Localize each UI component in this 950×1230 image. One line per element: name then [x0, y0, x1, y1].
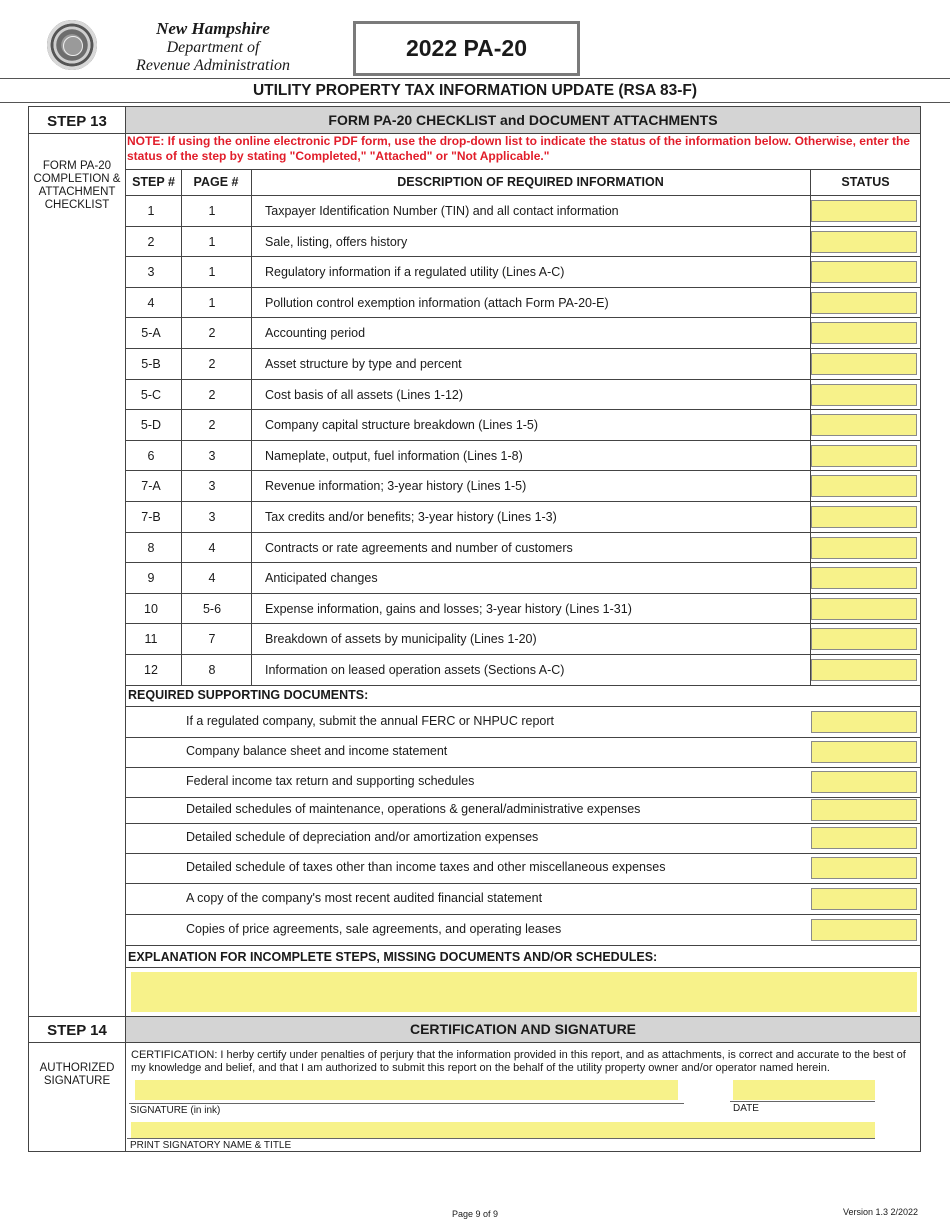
- row-step-number: 5-D: [140, 418, 162, 432]
- status-dropdown[interactable]: [811, 353, 917, 375]
- step13-label: STEP 13: [47, 113, 107, 130]
- form-title-box: [353, 21, 580, 76]
- row-description: Accounting period: [265, 326, 366, 340]
- print-name-label: PRINT SIGNATORY NAME & TITLE: [130, 1140, 292, 1151]
- certification-text: CERTIFICATION: I herby certify under penalties of perjury that the information provided in this report, and as attachments, is correct and accurate to the best of my knowledge and belief, and that I am authorized to submit this report on the behalf of the utility property owner and/or operator named herein.: [131, 1049, 906, 1074]
- row-page-number: 2: [208, 418, 216, 432]
- step14-header-divider: [29, 1042, 921, 1043]
- row-divider: [126, 654, 921, 655]
- state-seal-logo: [47, 20, 97, 70]
- row-page-number: 2: [208, 326, 216, 340]
- col-status: STATUS: [841, 175, 890, 189]
- status-dropdown[interactable]: [811, 659, 917, 681]
- row-step-number: 4: [147, 296, 155, 310]
- date-line: [730, 1101, 875, 1102]
- date-label: DATE: [733, 1103, 759, 1114]
- step13-side-note: FORM PA-20 COMPLETION & ATTACHMENT CHECKLIST: [33, 160, 121, 211]
- row-description: Company capital structure breakdown (Lines 1-5): [265, 418, 539, 432]
- row-divider: [126, 562, 921, 563]
- row-divider: [126, 348, 921, 349]
- row-divider: [126, 470, 921, 471]
- table-top-rule: [126, 169, 921, 170]
- row-description: Revenue information; 3-year history (Lines 1-5): [265, 479, 527, 493]
- status-dropdown[interactable]: [811, 567, 917, 589]
- signature-input[interactable]: [135, 1080, 678, 1100]
- row-divider: [126, 593, 921, 594]
- row-page-number: 8: [208, 663, 216, 677]
- explanation-top-rule: [126, 945, 921, 946]
- supporting-docs-label: REQUIRED SUPPORTING DOCUMENTS:: [128, 688, 369, 702]
- doc-row-divider: [126, 914, 921, 915]
- row-step-number: 11: [144, 632, 158, 646]
- row-page-number: 1: [208, 265, 216, 279]
- row-description: Information on leased operation assets (Sections A-C): [265, 663, 565, 677]
- print-name-line: [127, 1138, 875, 1139]
- table-header-rule: [126, 195, 921, 196]
- agency-name: [118, 20, 308, 76]
- supporting-doc-text: Detailed schedule of taxes other than income taxes and other miscellaneous expenses: [186, 860, 666, 874]
- signature-line: [129, 1103, 684, 1104]
- row-step-number: 3: [147, 265, 155, 279]
- row-page-number: 3: [208, 479, 216, 493]
- header-divider: [0, 78, 950, 79]
- status-dropdown[interactable]: [811, 384, 917, 406]
- supporting-doc-text: Detailed schedule of depreciation and/or amortization expenses: [186, 830, 539, 844]
- doc-status-dropdown[interactable]: [811, 711, 917, 733]
- row-description: Anticipated changes: [265, 571, 378, 585]
- row-divider: [126, 409, 921, 410]
- supporting-doc-text: Federal income tax return and supporting schedules: [186, 774, 475, 788]
- row-divider: [126, 501, 921, 502]
- row-page-number: 2: [208, 357, 216, 371]
- status-dropdown[interactable]: [811, 598, 917, 620]
- row-step-number: 12: [144, 663, 158, 677]
- step14-title: CERTIFICATION AND SIGNATURE: [126, 1017, 920, 1042]
- row-page-number: 1: [208, 296, 216, 310]
- row-page-number: 4: [208, 571, 216, 585]
- supporting-doc-text: A copy of the company's most recent audited financial statement: [186, 891, 543, 905]
- doc-status-dropdown[interactable]: [811, 857, 917, 879]
- row-step-number: 5-A: [141, 326, 161, 340]
- agency-line-dept: Department of: [166, 38, 260, 56]
- agency-line-state: New Hampshire: [156, 19, 270, 38]
- row-divider: [126, 685, 921, 686]
- row-description: Breakdown of assets by municipality (Lines 1-20): [265, 632, 537, 646]
- signature-label: SIGNATURE (in ink): [130, 1105, 221, 1116]
- row-step-number: 1: [147, 204, 155, 218]
- status-dropdown[interactable]: [811, 322, 917, 344]
- row-divider: [126, 532, 921, 533]
- page-number: Page 9 of 9: [451, 1209, 499, 1219]
- row-description: Cost basis of all assets (Lines 1-12): [265, 388, 464, 402]
- step14-label: STEP 14: [47, 1022, 107, 1039]
- doc-status-dropdown[interactable]: [811, 799, 917, 821]
- row-description: Pollution control exemption information (attach Form PA-20-E): [265, 296, 609, 310]
- status-dropdown[interactable]: [811, 261, 917, 283]
- row-divider: [126, 256, 921, 257]
- row-step-number: 5-C: [140, 388, 162, 402]
- page-desc-divider: [251, 169, 252, 686]
- doc-row-divider: [126, 797, 921, 798]
- row-description: Nameplate, output, fuel information (Lines 1-8): [265, 449, 523, 463]
- supporting-doc-text: Copies of price agreements, sale agreements, and operating leases: [186, 922, 562, 936]
- status-dropdown[interactable]: [811, 475, 917, 497]
- row-divider: [126, 440, 921, 441]
- supporting-doc-text: Detailed schedules of maintenance, operations & general/administrative expenses: [186, 802, 641, 816]
- row-step-number: 5-B: [141, 357, 161, 371]
- row-description: Asset structure by type and percent: [265, 357, 462, 371]
- page-subtitle: UTILITY PROPERTY TAX INFORMATION UPDATE (RSA 83-F): [252, 82, 698, 99]
- version-label: Version 1.3 2/2022: [842, 1207, 918, 1217]
- row-page-number: 1: [208, 235, 216, 249]
- row-description: Tax credits and/or benefits; 3-year history (Lines 1-3): [265, 510, 557, 524]
- row-page-number: 3: [208, 510, 216, 524]
- row-divider: [126, 317, 921, 318]
- explanation-label: EXPLANATION FOR INCOMPLETE STEPS, MISSING DOCUMENTS AND/OR SCHEDULES:: [128, 950, 658, 964]
- status-dropdown[interactable]: [811, 628, 917, 650]
- status-dropdown[interactable]: [811, 414, 917, 436]
- explanation-label-rule: [126, 967, 921, 968]
- row-description: Contracts or rate agreements and number of customers: [265, 541, 573, 555]
- status-dropdown[interactable]: [811, 445, 917, 467]
- doc-status-dropdown[interactable]: [811, 771, 917, 793]
- doc-row-divider: [126, 883, 921, 884]
- row-page-number: 1: [208, 204, 216, 218]
- status-dropdown[interactable]: [811, 506, 917, 528]
- row-step-number: 8: [147, 541, 155, 555]
- doc-row-divider: [126, 823, 921, 824]
- row-page-number: 4: [208, 541, 216, 555]
- row-description: Regulatory information if a regulated utility (Lines A-C): [265, 265, 565, 279]
- row-page-number: 3: [208, 449, 216, 463]
- col-page: PAGE #: [193, 175, 239, 189]
- subtitle-divider: [0, 102, 950, 103]
- step13-title: FORM PA-20 CHECKLIST and DOCUMENT ATTACHMENTS: [126, 107, 920, 133]
- supporting-doc-text: Company balance sheet and income statement: [186, 744, 448, 758]
- row-step-number: 2: [147, 235, 155, 249]
- col-step: STEP #: [132, 175, 175, 189]
- row-description: Taxpayer Identification Number (TIN) and all contact information: [265, 204, 619, 218]
- agency-line-division: Revenue Administration: [136, 57, 290, 74]
- left-column-divider: [125, 106, 126, 1152]
- col-description: DESCRIPTION OF REQUIRED INFORMATION: [397, 175, 664, 189]
- status-dropdown[interactable]: [811, 537, 917, 559]
- print-name-input[interactable]: [131, 1122, 875, 1138]
- row-description: Expense information, gains and losses; 3-year history (Lines 1-31): [265, 602, 632, 616]
- row-divider: [126, 623, 921, 624]
- status-dropdown[interactable]: [811, 200, 917, 222]
- row-divider: [126, 379, 921, 380]
- row-step-number: 10: [144, 602, 158, 616]
- date-input[interactable]: [733, 1080, 875, 1100]
- supporting-doc-text: If a regulated company, submit the annual FERC or NHPUC report: [186, 714, 554, 728]
- doc-status-dropdown[interactable]: [811, 919, 917, 941]
- row-step-number: 7-A: [141, 479, 161, 493]
- row-page-number: 7: [208, 632, 216, 646]
- doc-row-divider: [126, 853, 921, 854]
- row-description: Sale, listing, offers history: [265, 235, 408, 249]
- row-page-number: 5-6: [202, 602, 222, 616]
- status-dropdown[interactable]: [811, 292, 917, 314]
- explanation-input[interactable]: [131, 972, 917, 1012]
- doc-status-dropdown[interactable]: [811, 827, 917, 849]
- step14-side-note: AUTHORIZED SIGNATURE: [39, 1062, 115, 1087]
- row-page-number: 2: [208, 388, 216, 402]
- row-step-number: 9: [147, 571, 155, 585]
- instruction-note: NOTE: If using the online electronic PDF form, use the drop-down list to indicate the status of the information below. Otherwise, enter the status of the step by stating "Completed," "Attached" or "Not Applicable.": [127, 134, 910, 163]
- status-dropdown[interactable]: [811, 231, 917, 253]
- doc-status-dropdown[interactable]: [811, 888, 917, 910]
- doc-row-divider: [126, 737, 921, 738]
- row-divider: [126, 287, 921, 288]
- form-title: 2022 PA-20: [405, 35, 528, 61]
- doc-status-dropdown[interactable]: [811, 741, 917, 763]
- row-step-number: 6: [147, 449, 155, 463]
- row-divider: [126, 226, 921, 227]
- row-step-number: 7-B: [141, 510, 161, 524]
- supporting-top-rule: [126, 706, 921, 707]
- doc-row-divider: [126, 767, 921, 768]
